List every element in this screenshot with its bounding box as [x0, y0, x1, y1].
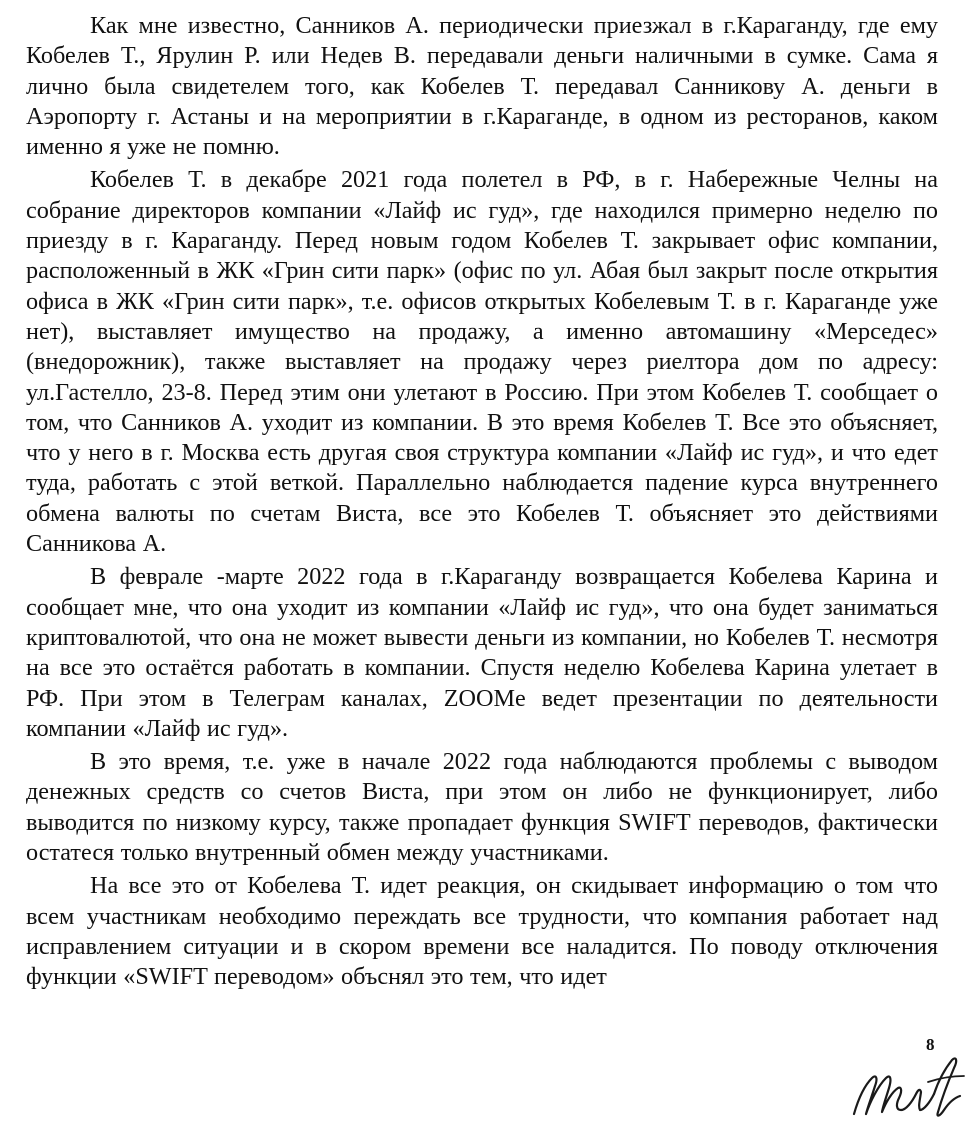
paragraph-3: В феврале -марте 2022 года в г.Караганду возвращается Кобелева Карина и сообщает мне, что она уходит из компании «Лайф ис гуд», что она будет заниматься криптовалютой, что она не может вывести деньги из компании, но Кобелев Т. несмотря на все это остаётся работать в компании. Спустя неделю Кобелева Карина улетает в РФ. При этом в Телеграм каналах, ZOOMе ведет презентации по деятельности компании «Лайф ис гуд». [26, 563, 938, 742]
paragraph-2: Кобелев Т. в декабре 2021 года полетел в РФ, в г. Набережные Челны на собрание директоров компании «Лайф ис гуд», где находился примерно неделю по приезду в г. Караганду. Перед новым годом Кобелев Т. закрывает офис компании, расположенный в ЖК «Грин сити парк» (офис по ул. Абая был закрыт после открытия офиса в ЖК «Грин сити парк», т.е. офисов открытых Кобелевым Т. в г. Караганде уже нет), выставляет имущество на продажу, а именно автомашину «Мерседес» (внедорожник), также выставляет на продажу через риелтора дом по адресу: ул.Гастелло, 23-8. Перед этим они улетают в Россию. При этом Кобелев Т. сообщает о том, что Санников А. уходит из компании. В это время Кобелев Т. Все это объясняет, что у него в г. Москва есть другая своя структура компании «Лайф ис гуд», и что едет туда, работать с этой веткой. Параллельно наблюдается падение курса внутреннего обмена валюты по счетам Виста, все это Кобелев Т. объясняет это действиями Санникова А. [26, 166, 938, 558]
handwritten-signature [848, 1052, 968, 1124]
page-number: 8 [926, 1035, 935, 1054]
paragraph-5: На все это от Кобелева Т. идет реакция, он скидывает информацию о том что всем участникам необходимо переждать все трудности, что компания работает над исправлением ситуации и в скором времени все наладится. По поводу отключения функции «SWIFT переводом» объснял это тем, что идет [26, 872, 938, 991]
paragraph-4: В это время, т.е. уже в начале 2022 года наблюдаются проблемы с выводом денежных средств со счетов Виста, при этом он либо не функционирует, либо выводится по низкому курсу, также пропадает функция SWIFT переводов, фактически остатеся только внутренный обмен между участниками. [26, 748, 938, 867]
paragraph-1: Как мне известно, Санников А. периодически приезжал в г.Караганду, где ему Кобелев Т., Ярулин Р. или Недев В. передавали деньги наличными в сумке. Сама я лично была свидетелем того, как Кобелев Т. передавал Санникову А. деньги в Аэропорту г. Астаны и на мероприятии в г.Караганде, в одном из ресторанов, каком именно я уже не помню. [26, 12, 938, 161]
document-body [26, 11, 938, 996]
